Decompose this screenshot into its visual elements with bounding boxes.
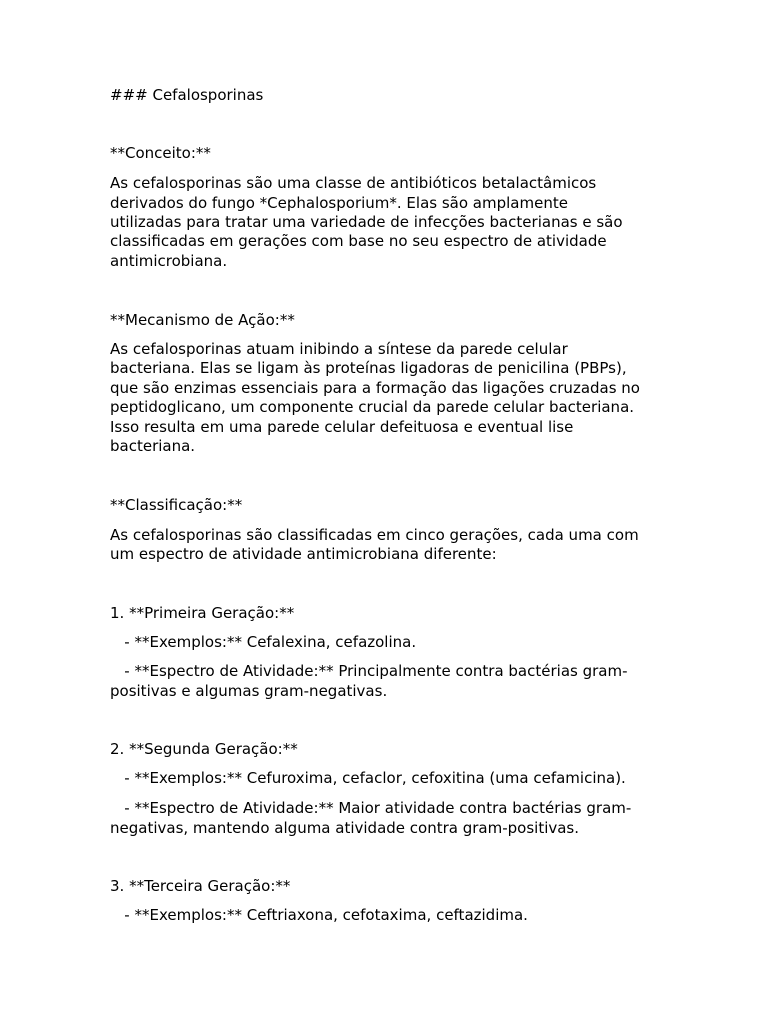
mecanismo-line: As cefalosporinas atuam inibindo a síntese da parede celular <box>110 340 568 358</box>
conceito-line: utilizadas para tratar uma variedade de infecções bacterianas e são <box>110 213 623 231</box>
document-heading: ### Cefalosporinas <box>110 86 264 104</box>
mecanismo-line: Isso resulta em uma parede celular defeituosa e eventual lise <box>110 418 574 436</box>
conceito-line: As cefalosporinas são uma classe de antibióticos betalactâmicos <box>110 174 597 192</box>
primeira-geracao-title: 1. **Primeira Geração:** <box>110 604 295 622</box>
classificacao-line: As cefalosporinas são classificadas em cinco gerações, cada uma com <box>110 526 639 544</box>
terceira-geracao-exemplos: - **Exemplos:** Ceftriaxona, cefotaxima, ceftazidima. <box>110 906 528 924</box>
primeira-geracao-exemplos: - **Exemplos:** Cefalexina, cefazolina. <box>110 633 417 651</box>
mecanismo-line: bacteriana. Elas se ligam às proteínas ligadoras de penicilina (PBPs), <box>110 359 627 377</box>
conceito-title: **Conceito:** <box>110 144 211 162</box>
primeira-geracao-espectro: - **Espectro de Atividade:** Principalmente contra bactérias gram- <box>110 662 628 680</box>
primeira-geracao-espectro-cont: positivas e algumas gram-negativas. <box>110 682 388 700</box>
mecanismo-line: que são enzimas essenciais para a formação das ligações cruzadas no <box>110 379 640 397</box>
segunda-geracao-title: 2. **Segunda Geração:** <box>110 740 298 758</box>
segunda-geracao-espectro: - **Espectro de Atividade:** Maior atividade contra bactérias gram- <box>110 799 632 817</box>
mecanismo-line: bacteriana. <box>110 437 196 455</box>
mecanismo-title: **Mecanismo de Ação:** <box>110 311 295 329</box>
conceito-line: classificadas em gerações com base no seu espectro de atividade <box>110 232 607 250</box>
segunda-geracao-exemplos: - **Exemplos:** Cefuroxima, cefaclor, cefoxitina (uma cefamicina). <box>110 769 626 787</box>
conceito-line: antimicrobiana. <box>110 252 228 270</box>
mecanismo-line: peptidoglicano, um componente crucial da parede celular bacteriana. <box>110 398 635 416</box>
classificacao-line: um espectro de atividade antimicrobiana diferente: <box>110 545 497 563</box>
segunda-geracao-espectro-cont: negativas, mantendo alguma atividade contra gram-positivas. <box>110 819 580 837</box>
classificacao-title: **Classificação:** <box>110 496 243 514</box>
conceito-line: derivados do fungo *Cephalosporium*. Elas são amplamente <box>110 194 568 212</box>
terceira-geracao-title: 3. **Terceira Geração:** <box>110 877 291 895</box>
